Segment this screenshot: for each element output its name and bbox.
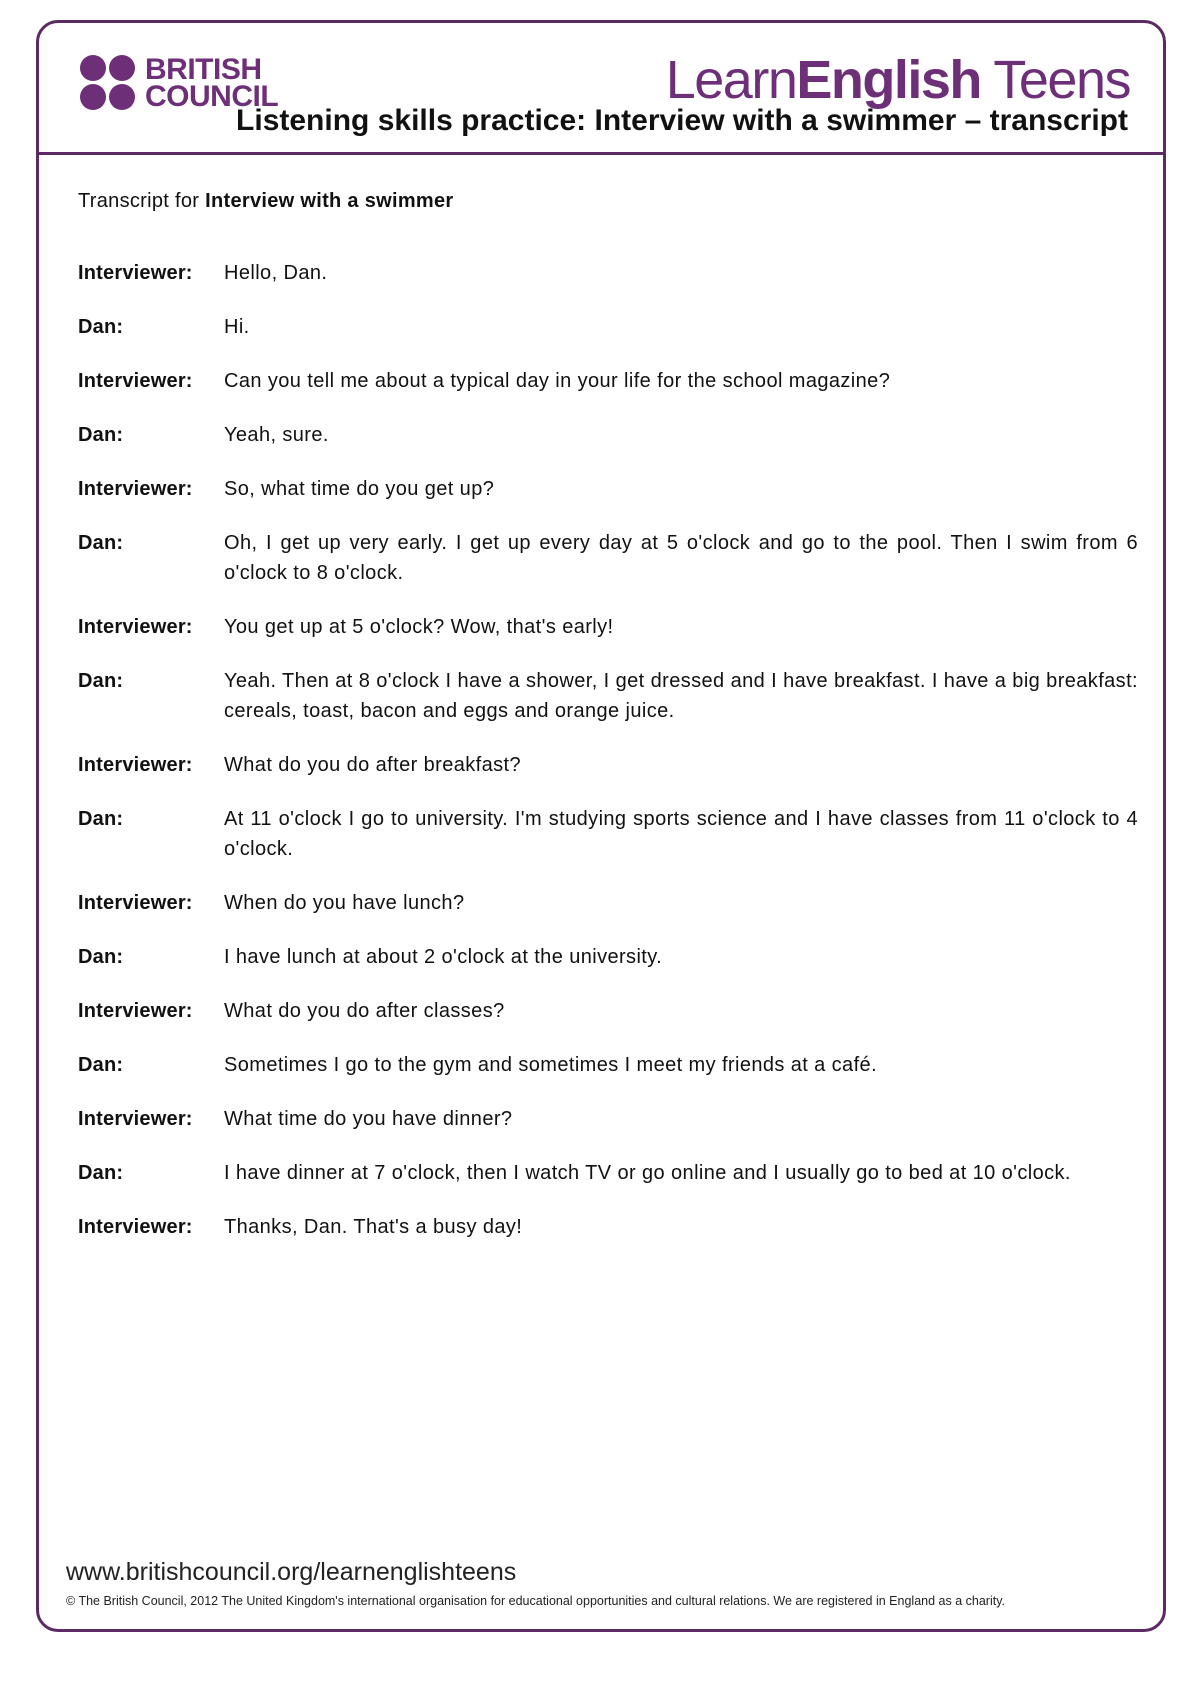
header-divider bbox=[36, 152, 1166, 155]
intro-title: Interview with a swimmer bbox=[205, 190, 454, 212]
speaker-label: Interviewer: bbox=[78, 478, 193, 500]
speaker-label: Interviewer: bbox=[78, 370, 193, 392]
page-title: Listening skills practice: Interview with a swimmer – transcript bbox=[236, 104, 1128, 137]
transcript-line bbox=[78, 750, 1138, 780]
logo-dot bbox=[80, 84, 106, 110]
speaker-label: Interviewer: bbox=[78, 262, 193, 284]
speech-text: So, what time do you get up? bbox=[224, 478, 495, 500]
speech-text: What time do you have dinner? bbox=[224, 1108, 513, 1130]
speaker-label: Interviewer: bbox=[78, 892, 193, 914]
speaker-label: Interviewer: bbox=[78, 754, 193, 776]
logo-dots-icon bbox=[80, 55, 135, 110]
transcript-line bbox=[78, 1050, 1138, 1080]
learnenglish-teens-brand bbox=[666, 50, 1130, 110]
transcript-line bbox=[78, 888, 1138, 918]
speech-text: Hi. bbox=[224, 316, 250, 338]
transcript-line bbox=[78, 1212, 1138, 1242]
brand-learn: Learn bbox=[665, 50, 797, 110]
transcript-list bbox=[78, 258, 1138, 1266]
transcript-line bbox=[78, 312, 1138, 342]
transcript-line bbox=[78, 258, 1138, 288]
speech-text: Thanks, Dan. That's a busy day! bbox=[224, 1216, 523, 1238]
speaker-label: Dan: bbox=[78, 532, 124, 554]
logo-wordmark bbox=[145, 52, 279, 113]
speech-text: At 11 o'clock I go to university. I'm studying sports science and I have classes from 11 o'clock to 4 o'clock. bbox=[224, 808, 1138, 860]
speech-text: Yeah. Then at 8 o'clock I have a shower, I get dressed and I have breakfast. I have a big breakfast: cereals, toast, bacon and eggs and orange juice. bbox=[224, 670, 1138, 722]
speaker-label: Interviewer: bbox=[78, 1000, 193, 1022]
british-council-logo bbox=[80, 52, 279, 113]
speech-text: Oh, I get up very early. I get up every day at 5 o'clock and go to the pool. Then I swim from 6 o'clock to 8 o'clock. bbox=[224, 532, 1138, 584]
footer-url: www.britishcouncil.org/learnenglishteens bbox=[66, 1558, 517, 1586]
speaker-label: Dan: bbox=[78, 808, 124, 830]
logo-dot bbox=[109, 84, 135, 110]
transcript-line bbox=[78, 474, 1138, 504]
speech-text: Yeah, sure. bbox=[224, 424, 329, 446]
speech-text: Hello, Dan. bbox=[224, 262, 328, 284]
speech-text: You get up at 5 o'clock? Wow, that's early! bbox=[224, 616, 614, 638]
brand-english: English bbox=[796, 50, 981, 110]
speech-text: Can you tell me about a typical day in your life for the school magazine? bbox=[224, 370, 891, 392]
transcript-line bbox=[78, 366, 1138, 396]
speaker-label: Dan: bbox=[78, 1162, 124, 1184]
transcript-line bbox=[78, 996, 1138, 1026]
transcript-line bbox=[78, 666, 1138, 726]
speech-text: I have lunch at about 2 o'clock at the university. bbox=[224, 946, 663, 968]
speech-text: Sometimes I go to the gym and sometimes I meet my friends at a café. bbox=[224, 1054, 878, 1076]
speech-text: I have dinner at 7 o'clock, then I watch TV or go online and I usually go to bed at 10 o'clock. bbox=[224, 1162, 1071, 1184]
speaker-label: Dan: bbox=[78, 946, 124, 968]
logo-dot bbox=[109, 55, 135, 81]
transcript-line bbox=[78, 1104, 1138, 1134]
transcript-line bbox=[78, 528, 1138, 588]
footer-copyright: © The British Council, 2012 The United Kingdom's international organisation for educational opportunities and cultural relations. We are registered in England as a charity. bbox=[66, 1594, 1005, 1608]
transcript-intro bbox=[78, 190, 454, 213]
transcript-line bbox=[78, 420, 1138, 450]
transcript-line bbox=[78, 942, 1138, 972]
transcript-line bbox=[78, 612, 1138, 642]
speech-text: What do you do after breakfast? bbox=[224, 754, 522, 776]
logo-line-2: COUNCIL bbox=[145, 79, 279, 113]
speaker-label: Dan: bbox=[78, 424, 124, 446]
speaker-label: Dan: bbox=[78, 1054, 124, 1076]
brand-teens: Teens bbox=[980, 50, 1130, 110]
speech-text: What do you do after classes? bbox=[224, 1000, 505, 1022]
speaker-label: Dan: bbox=[78, 670, 124, 692]
transcript-line bbox=[78, 804, 1138, 864]
speaker-label: Interviewer: bbox=[78, 1216, 193, 1238]
speaker-label: Interviewer: bbox=[78, 1108, 193, 1130]
logo-line-1: BRITISH bbox=[145, 52, 262, 86]
transcript-line bbox=[78, 1158, 1138, 1188]
speaker-label: Dan: bbox=[78, 316, 124, 338]
logo-dot bbox=[80, 55, 106, 81]
intro-prefix: Transcript for bbox=[78, 190, 206, 212]
speaker-label: Interviewer: bbox=[78, 616, 193, 638]
speech-text: When do you have lunch? bbox=[224, 892, 465, 914]
